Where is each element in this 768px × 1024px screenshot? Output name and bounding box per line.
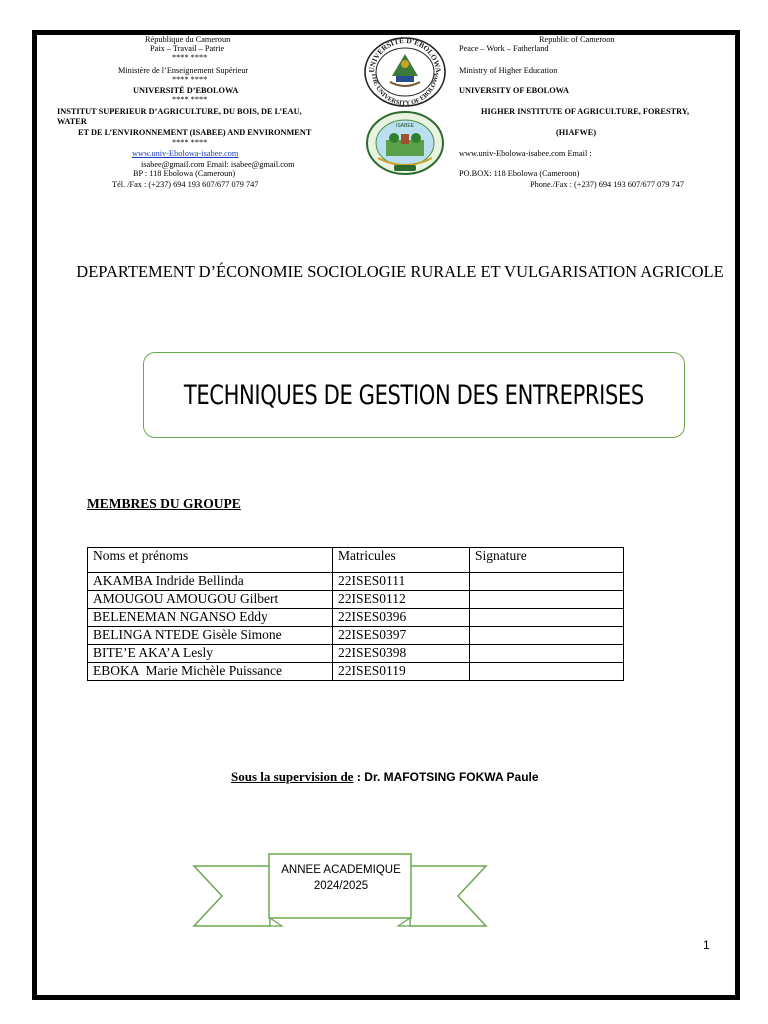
- isabee-logo-text: ISABEE: [395, 123, 415, 129]
- academic-year-value: 2024/2025: [313, 880, 369, 892]
- supervision-label: Sous la supervision de: [231, 769, 354, 784]
- header-left-website-link[interactable]: www.univ-Ebolowa-isabee.com: [132, 149, 239, 158]
- member-matricule: 22ISES0398: [333, 645, 470, 663]
- table-row: [88, 663, 624, 681]
- header-right-country: Republic of Cameroon: [539, 35, 615, 44]
- header-left-stars: **** ****: [172, 75, 208, 84]
- header-left-institute-env: ET DE L’ENVIRONNEMENT (ISABEE) AND ENVIRONMENT: [78, 128, 312, 137]
- table-row: [88, 609, 624, 627]
- header-left-stars: **** ****: [172, 53, 208, 62]
- header-left-country: République du Cameroun: [145, 35, 231, 44]
- member-name: AKAMBA Indride Bellinda: [88, 573, 333, 591]
- member-signature: [470, 609, 624, 627]
- seal-bottom-text: THE UNIVERSITY OF EBOLOWA: [369, 72, 441, 108]
- university-seal-logo: [362, 36, 448, 108]
- header-right-acronym: (HIAFWE): [556, 128, 597, 137]
- member-matricule: 22ISES0112: [333, 591, 470, 609]
- table-row: [88, 573, 624, 591]
- academic-year-label: ANNEE ACADEMIQUE: [281, 864, 401, 876]
- header-left-ministry: Ministère de l’Enseignement Supérieur: [118, 66, 249, 75]
- col-header-matricules: Matricules: [333, 548, 470, 573]
- header-left-email: isabee@gmail.com Email: isabee@gmail.com: [141, 160, 295, 169]
- header-left-motto: Paix – Travail – Patrie: [150, 44, 225, 53]
- members-heading: MEMBRES DU GROUPE: [87, 496, 241, 511]
- member-matricule: 22ISES0396: [333, 609, 470, 627]
- header-right-institute: HIGHER INSTITUTE OF AGRICULTURE, FORESTRY,: [481, 107, 690, 116]
- col-header-signature: Signature: [470, 548, 624, 573]
- header-left-bp: BP : 118 Ebolowa (Cameroun): [133, 169, 236, 178]
- member-name: BELINGA NTEDE Gisèle Simone: [88, 627, 333, 645]
- member-matricule: 22ISES0119: [333, 663, 470, 681]
- header-left-stars: **** ****: [172, 95, 208, 104]
- header-right-phone: Phone./Fax : (+237) 694 193 607/677 079 747: [530, 180, 685, 189]
- member-matricule: 22ISES0397: [333, 627, 470, 645]
- header-left-institute-water: WATER: [57, 117, 87, 126]
- members-table: [87, 547, 624, 681]
- member-signature: [470, 591, 624, 609]
- header-left-stars: **** ****: [172, 138, 208, 147]
- header-right-motto: Peace – Work – Fatherland: [459, 44, 549, 53]
- member-name: AMOUGOU AMOUGOU Gilbert: [88, 591, 333, 609]
- table-row: [88, 627, 624, 645]
- course-title: TECHNIQUES DE GESTION DES ENTREPRISES: [184, 379, 644, 411]
- table-row: [88, 591, 624, 609]
- header-right-university: UNIVERSITY OF EBOLOWA: [459, 86, 570, 95]
- member-signature: [470, 627, 624, 645]
- header-left-tel: Tél. /Fax : (+237) 694 193 607/677 079 747: [112, 180, 259, 189]
- isabee-logo: [364, 110, 446, 176]
- supervision-separator: :: [353, 769, 365, 784]
- header-right-pobox: PO.BOX: 118 Ebolowa (Cameroon): [459, 169, 580, 178]
- department-title: DEPARTEMENT D’ÉCONOMIE SOCIOLOGIE RURALE ET VULGARISATION AGRICOLE: [76, 262, 724, 281]
- page-number: 1: [703, 938, 710, 952]
- supervisor-name: Dr. MAFOTSING FOKWA Paule: [364, 770, 539, 784]
- member-name: EBOKA Marie Michèle Puissance: [88, 663, 333, 681]
- course-title-box: [143, 352, 685, 438]
- col-header-names: Noms et prénoms: [88, 548, 333, 573]
- table-row: [88, 645, 624, 663]
- header-left-university: UNIVERSITÉ D’EBOLOWA: [133, 86, 239, 95]
- table-header-row: [88, 548, 624, 573]
- academic-year-text: [269, 862, 413, 894]
- header-right-ministry: Ministry of Higher Education: [459, 66, 558, 75]
- header-right-website: www.univ-Ebolowa-isabee.com Email :: [459, 149, 592, 158]
- member-name: BITE’E AKA’A Lesly: [88, 645, 333, 663]
- member-matricule: 22ISES0111: [333, 573, 470, 591]
- member-signature: [470, 645, 624, 663]
- supervision-line: [231, 769, 539, 785]
- header-left-institute: INSTITUT SUPERIEUR D’AGRICULTURE, DU BOIS, DE L’EAU,: [57, 107, 302, 116]
- member-signature: [470, 573, 624, 591]
- seal-top-text: UNIVERSITÉ D'EBOLOWA: [366, 36, 444, 74]
- member-signature: [470, 663, 624, 681]
- member-name: BELENEMAN NGANSO Eddy: [88, 609, 333, 627]
